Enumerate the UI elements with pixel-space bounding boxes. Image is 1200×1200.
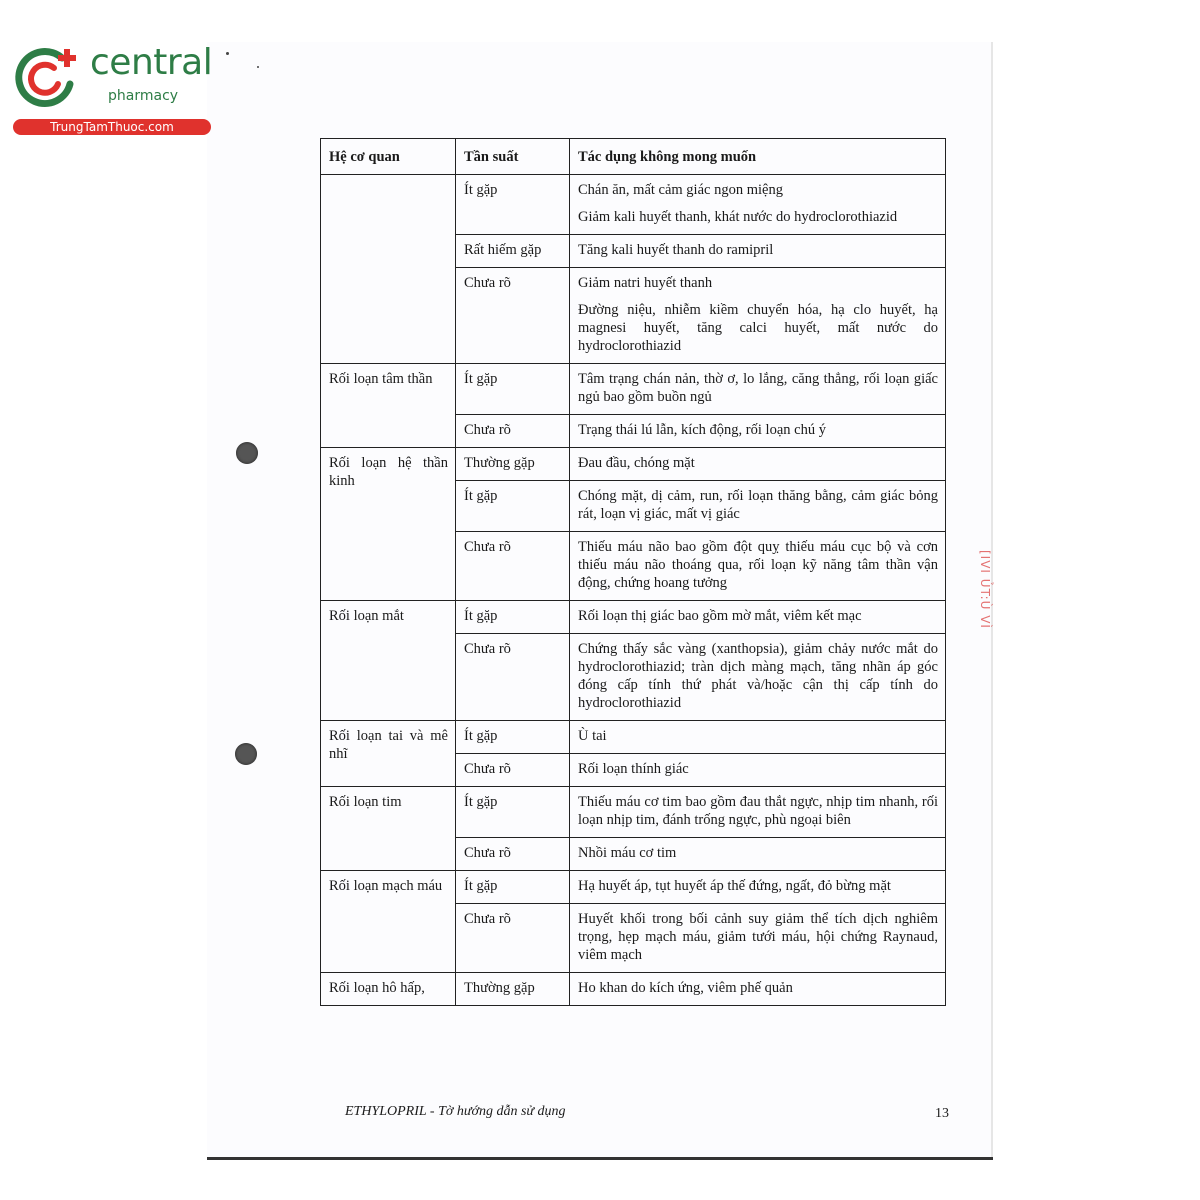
organ-system-cell: Rối loạn tim: [321, 787, 456, 871]
effects-cell: [570, 481, 946, 532]
effect-text: Hạ huyết áp, tụt huyết áp thế đứng, ngất, đỏ bừng mặt: [578, 878, 891, 894]
central-pharmacy-logo: [10, 40, 213, 135]
effects-cell: [570, 634, 946, 721]
effect-text: Tăng kali huyết thanh do ramipril: [578, 242, 774, 258]
effect-text: Giảm kali huyết thanh, khát nước do hydroclorothiazid: [578, 209, 898, 225]
frequency-cell: Chưa rõ: [456, 532, 570, 601]
footer-document-title: ETHYLOPRIL - Tờ hướng dẫn sử dụng: [345, 1104, 566, 1119]
organ-system-cell: Rối loạn mạch máu: [321, 871, 456, 973]
frequency-cell: Ít gặp: [456, 721, 570, 754]
organ-system-cell: Rối loạn hệ thần kinh: [321, 448, 456, 601]
effect-text: Nhồi máu cơ tim: [578, 845, 677, 861]
effects-cell: [570, 235, 946, 268]
frequency-cell: Rất hiếm gặp: [456, 235, 570, 268]
effect-text: Tâm trạng chán nản, thờ ơ, lo lắng, căng thẳng, rối loạn giấc ngủ bao gồm buồn ngủ: [578, 371, 938, 405]
frequency-cell: Chưa rõ: [456, 268, 570, 364]
red-stamp: [978, 550, 996, 700]
adverse-effects-table: [320, 138, 946, 1006]
frequency-cell: Thường gặp: [456, 973, 570, 1006]
table-row: [321, 175, 946, 235]
table-row: [321, 871, 946, 904]
effect-text: Thiếu máu não bao gồm đột quỵ thiếu máu cục bộ và cơn thiếu máu não thoáng qua, rối loạn kỹ năng tâm thần vận động, chứng hoang tưởng: [578, 539, 938, 591]
effects-cell: [570, 268, 946, 364]
footer-page-number: 13: [935, 1106, 949, 1121]
organ-system-cell: Rối loạn tai và mê nhĩ: [321, 721, 456, 787]
table-row: [321, 601, 946, 634]
frequency-cell: Chưa rõ: [456, 838, 570, 871]
table-row: [321, 973, 946, 1006]
stamp-text: [IVI ỦT:Ù VÌ: [978, 550, 992, 629]
effect-text: Rối loạn thính giác: [578, 761, 689, 777]
effect-text: Thiếu máu cơ tim bao gồm đau thắt ngực, nhịp tim nhanh, rối loạn nhịp tim, đánh trống ngực, phù ngoại biên: [578, 794, 938, 828]
logo-url-badge: TrungTamThuoc.com: [13, 119, 211, 135]
header-adverse-effects: Tác dụng không mong muốn: [570, 139, 946, 175]
table-row: [321, 787, 946, 838]
frequency-cell: Chưa rõ: [456, 904, 570, 973]
frequency-cell: Ít gặp: [456, 175, 570, 235]
table-row: [321, 448, 946, 481]
organ-system-cell: Rối loạn tâm thần: [321, 364, 456, 448]
effects-cell: [570, 175, 946, 235]
effects-cell: [570, 532, 946, 601]
effect-text: Chán ăn, mất cảm giác ngon miệng: [578, 182, 783, 198]
frequency-cell: Ít gặp: [456, 364, 570, 415]
table-row: [321, 364, 946, 415]
header-organ-system: Hệ cơ quan: [321, 139, 456, 175]
effects-cell: [570, 721, 946, 754]
logo-brand-text: central: [90, 42, 213, 83]
effects-cell: [570, 973, 946, 1006]
frequency-cell: Ít gặp: [456, 871, 570, 904]
effects-cell: [570, 415, 946, 448]
effect-text: Đau đầu, chóng mặt: [578, 455, 695, 471]
scan-speck: [257, 66, 259, 68]
organ-system-cell: Rối loạn hô hấp,: [321, 973, 456, 1006]
effects-cell: [570, 787, 946, 838]
binder-hole: [235, 743, 257, 765]
table-header-row: [321, 139, 946, 175]
effect-text: Rối loạn thị giác bao gồm mờ mắt, viêm kết mạc: [578, 608, 862, 624]
frequency-cell: Thường gặp: [456, 448, 570, 481]
effect-text: Chứng thấy sắc vàng (xanthopsia), giảm chảy nước mắt do hydroclorothiazid; tràn dịch màng mạch, tăng nhãn áp góc đóng cấp tính thứ phát và/hoặc cận thị cấp tính do hydroclorothiazid: [578, 641, 938, 711]
effects-cell: [570, 448, 946, 481]
binder-hole: [236, 442, 258, 464]
effects-cell: [570, 838, 946, 871]
frequency-cell: Ít gặp: [456, 787, 570, 838]
logo-sub-text: pharmacy: [108, 88, 179, 104]
frequency-cell: Ít gặp: [456, 481, 570, 532]
effect-text: Ù tai: [578, 728, 607, 744]
effects-cell: [570, 364, 946, 415]
header-frequency: Tần suất: [456, 139, 570, 175]
effect-text: Huyết khối trong bối cảnh suy giảm thể tích dịch nghiêm trọng, hẹp mạch máu, giảm tưới máu, hội chứng Raynaud, viêm mạch: [578, 911, 938, 963]
organ-system-cell: [321, 175, 456, 364]
effects-cell: [570, 871, 946, 904]
effect-text: Đường niệu, nhiễm kiềm chuyển hóa, hạ clo huyết, hạ magnesi huyết, tăng calci huyết, mất nước do hydroclorothiazid: [578, 302, 938, 354]
pharmacy-cross-icon: [10, 40, 85, 115]
scan-speck: [226, 52, 229, 55]
effects-cell: [570, 601, 946, 634]
frequency-cell: Chưa rõ: [456, 634, 570, 721]
page-bottom-edge: [207, 1157, 993, 1160]
effect-text: Chóng mặt, dị cảm, run, rối loạn thăng bằng, cảm giác bỏng rát, loạn vị giác, mất vị giác: [578, 488, 938, 522]
effect-text: Trạng thái lú lẫn, kích động, rối loạn chú ý: [578, 422, 826, 438]
effect-text: Ho khan do kích ứng, viêm phế quản: [578, 980, 793, 996]
effects-cell: [570, 754, 946, 787]
table-row: [321, 721, 946, 754]
effect-text: Giảm natri huyết thanh: [578, 275, 713, 291]
frequency-cell: Chưa rõ: [456, 415, 570, 448]
frequency-cell: Ít gặp: [456, 601, 570, 634]
organ-system-cell: Rối loạn mắt: [321, 601, 456, 721]
frequency-cell: Chưa rõ: [456, 754, 570, 787]
effects-cell: [570, 904, 946, 973]
